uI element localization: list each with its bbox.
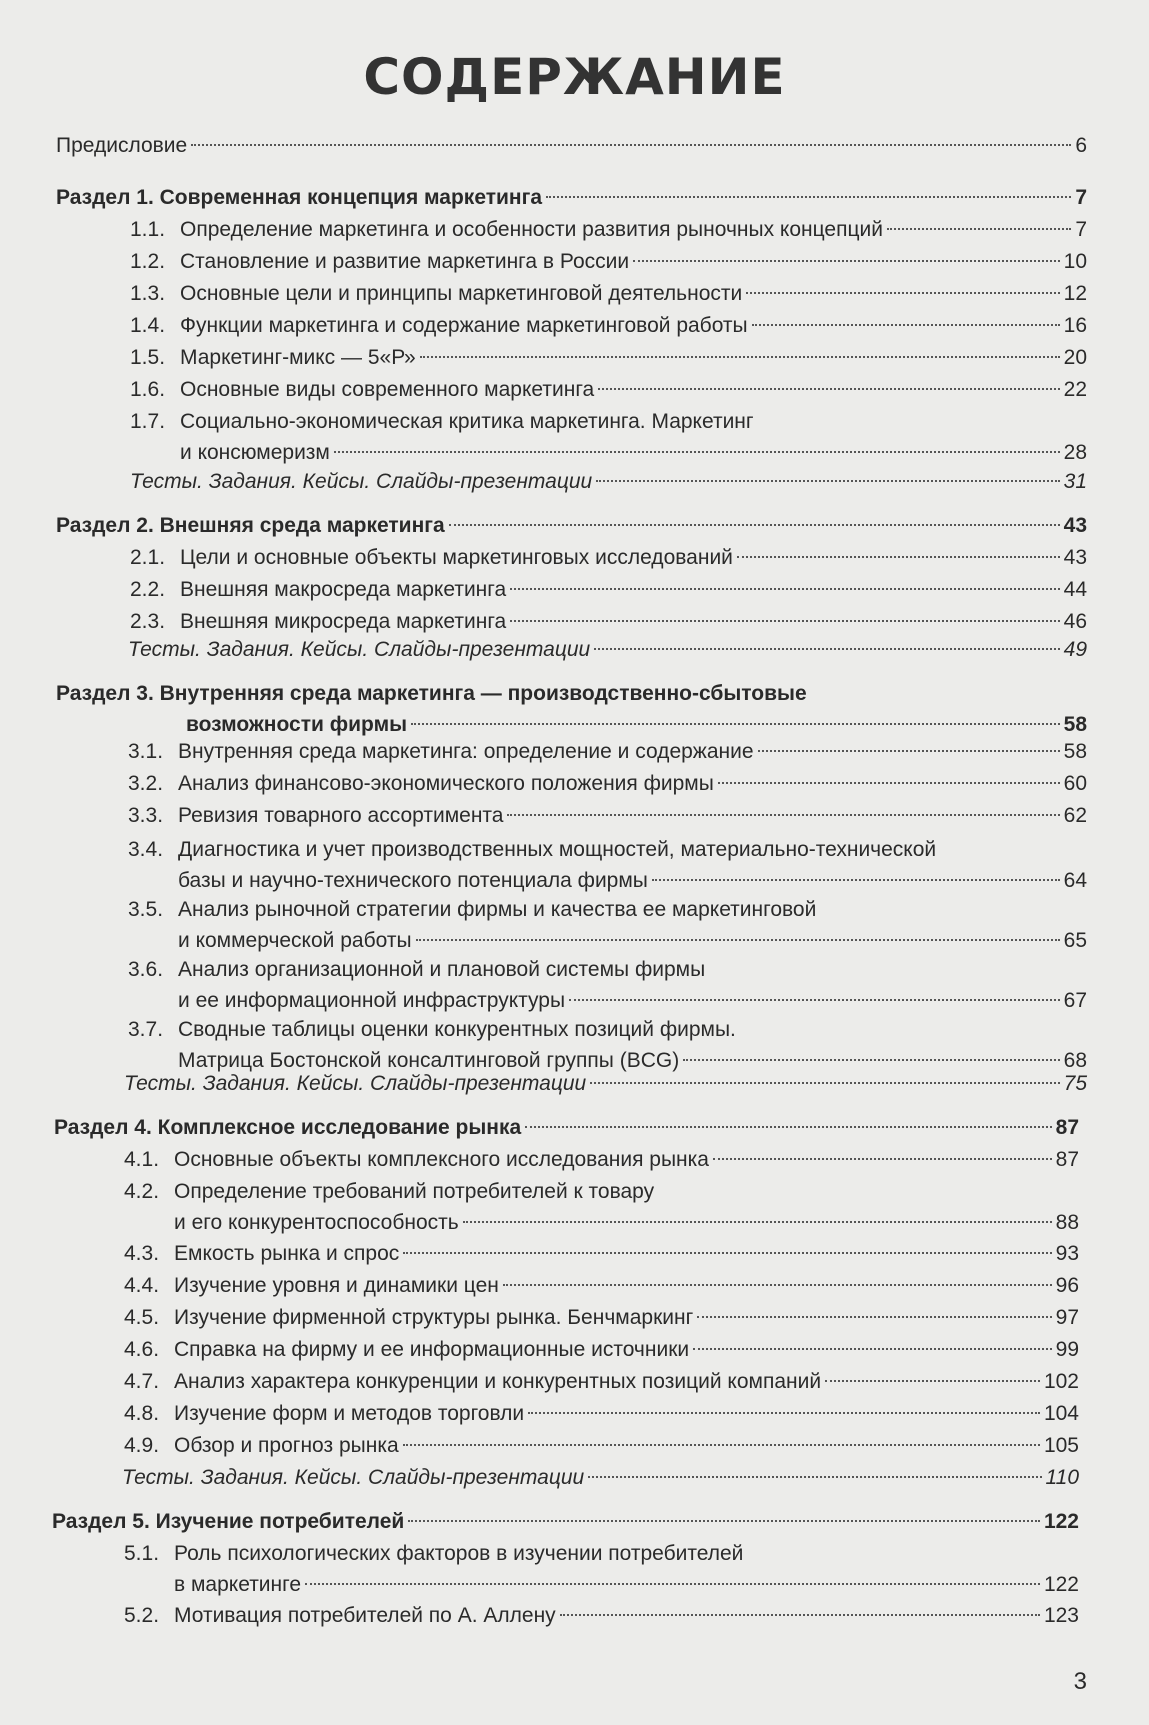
toc-entry-number: 4.3. bbox=[124, 1242, 160, 1265]
dot-leader bbox=[596, 480, 1059, 482]
toc-entry-text: Функции маркетинга и содержание маркетинговой работы bbox=[180, 314, 748, 337]
dot-leader bbox=[887, 228, 1071, 230]
toc-entry bbox=[124, 1176, 1079, 1238]
toc-entry bbox=[124, 1144, 1079, 1175]
dot-leader bbox=[403, 1444, 1040, 1446]
toc-page-number: 87 bbox=[1055, 1148, 1079, 1171]
dot-leader bbox=[713, 1158, 1052, 1160]
toc-page-number: 31 bbox=[1063, 470, 1087, 493]
toc-entry-text: Обзор и прогноз рынка bbox=[174, 1434, 399, 1457]
toc-page-number: 43 bbox=[1063, 546, 1087, 569]
toc-entry bbox=[124, 1238, 1079, 1269]
toc-entry-preface bbox=[56, 130, 1087, 161]
toc-entry bbox=[130, 542, 1087, 573]
toc-entry-number: 1.6. bbox=[130, 378, 166, 401]
toc-entry-exercises bbox=[122, 1462, 1079, 1493]
toc-entry bbox=[128, 1014, 1087, 1076]
toc-entry-text: Становление и развитие маркетинга в России bbox=[180, 250, 630, 273]
toc-entry-text: Раздел 1. Современная концепция маркетинга bbox=[56, 186, 543, 209]
toc-page-number: 46 bbox=[1063, 610, 1087, 633]
toc-entry bbox=[128, 894, 1087, 956]
toc-section-4 bbox=[54, 1112, 1079, 1143]
toc-entry-text: Емкость рынка и спрос bbox=[174, 1242, 400, 1265]
toc-entry bbox=[130, 374, 1087, 405]
toc-entry-continuation: возможности фирмы bbox=[186, 713, 408, 736]
toc-entry bbox=[130, 214, 1087, 245]
toc-page-number: 75 bbox=[1063, 1072, 1087, 1095]
page-number: 3 bbox=[1073, 1668, 1087, 1695]
dot-leader bbox=[588, 1476, 1041, 1478]
toc-entry-text: Роль психологических факторов в изучении потребителей bbox=[174, 1542, 744, 1565]
toc-entry-number: 5.1. bbox=[124, 1542, 160, 1565]
toc-entry-text: Изучение уровня и динамики цен bbox=[174, 1274, 499, 1297]
toc-entry bbox=[130, 310, 1087, 341]
dot-leader bbox=[633, 260, 1060, 262]
dot-leader bbox=[503, 1284, 1052, 1286]
toc-entry-text: Маркетинг-микс — 5«Р» bbox=[180, 346, 416, 369]
toc-entry-continuation: и консюмеризм bbox=[180, 441, 330, 464]
toc-page-number: 110 bbox=[1045, 1466, 1079, 1489]
toc-page-number: 22 bbox=[1063, 378, 1087, 401]
toc-entry-text: Внешняя микросреда маркетинга bbox=[180, 610, 507, 633]
toc-entry-continuation: Матрица Бостонской консалтинговой группы (BCG) bbox=[178, 1049, 680, 1072]
toc-page-number: 49 bbox=[1063, 638, 1087, 661]
toc-page-number: 20 bbox=[1063, 346, 1087, 369]
toc-entry-text: Диагностика и учет производственных мощностей, материально-технической bbox=[178, 838, 937, 861]
toc-entry bbox=[124, 1302, 1079, 1333]
toc-page-number: 44 bbox=[1063, 578, 1087, 601]
toc-page-number: 96 bbox=[1055, 1274, 1079, 1297]
toc-page-number: 105 bbox=[1043, 1434, 1079, 1457]
toc-entry-number: 4.2. bbox=[124, 1180, 160, 1203]
toc-entry bbox=[130, 278, 1087, 309]
toc-entry-text: Основные цели и принципы маркетинговой деятельности bbox=[180, 282, 743, 305]
toc-page-number: 28 bbox=[1063, 441, 1087, 464]
toc-entry-text: Внешняя макросреда маркетинга bbox=[180, 578, 507, 601]
toc-entry-exercises bbox=[128, 634, 1087, 665]
toc-entry-text: Ревизия товарного ассортимента bbox=[178, 804, 504, 827]
toc-entry-number: 1.5. bbox=[130, 346, 166, 369]
toc-page-number: 122 bbox=[1043, 1573, 1079, 1596]
dot-leader bbox=[411, 723, 1060, 725]
toc-entry-number: 4.7. bbox=[124, 1370, 160, 1393]
toc-page-number: 62 bbox=[1063, 804, 1087, 827]
toc-entry-text: Тесты. Задания. Кейсы. Слайды-презентации bbox=[124, 1072, 587, 1095]
toc-page-number: 10 bbox=[1063, 250, 1087, 273]
dot-leader bbox=[737, 556, 1060, 558]
toc-page-number: 99 bbox=[1055, 1338, 1079, 1361]
toc-entry bbox=[130, 606, 1087, 637]
toc-entry-continuation: и его конкурентоспособность bbox=[174, 1211, 459, 1234]
toc-entry-number: 3.3. bbox=[128, 804, 164, 827]
toc-page-number: 64 bbox=[1063, 869, 1087, 892]
toc-entry-text: Анализ характера конкуренции и конкурентных позиций компаний bbox=[174, 1370, 822, 1393]
dot-leader bbox=[525, 1126, 1052, 1128]
toc-entry bbox=[128, 736, 1087, 767]
dot-leader bbox=[403, 1252, 1051, 1254]
toc-entry-text: Основные виды современного маркетинга bbox=[180, 378, 595, 401]
dot-leader bbox=[546, 196, 1071, 198]
toc-page-number: 58 bbox=[1063, 713, 1087, 736]
toc-entry-number: 3.2. bbox=[128, 772, 164, 795]
toc-entry-exercises bbox=[130, 466, 1087, 497]
toc-entry-number: 3.5. bbox=[128, 898, 164, 921]
toc-entry-text: Сводные таблицы оценки конкурентных позиций фирмы. bbox=[178, 1018, 736, 1041]
toc-entry-continuation: в маркетинге bbox=[174, 1573, 302, 1596]
toc-entry-text: Раздел 5. Изучение потребителей bbox=[52, 1510, 405, 1533]
toc-entry-text: Предисловие bbox=[56, 134, 188, 157]
dot-leader bbox=[510, 620, 1059, 622]
toc-entry-number: 4.5. bbox=[124, 1306, 160, 1329]
dot-leader bbox=[825, 1380, 1040, 1382]
toc-entry-text: Мотивация потребителей по А. Аллену bbox=[174, 1604, 556, 1627]
toc-entry bbox=[130, 246, 1087, 277]
toc-entry bbox=[124, 1334, 1079, 1365]
toc-entry bbox=[128, 954, 1087, 1016]
toc-page-number: 68 bbox=[1063, 1049, 1087, 1072]
dot-leader bbox=[752, 324, 1060, 326]
toc-entry bbox=[130, 574, 1087, 605]
toc-entry bbox=[128, 800, 1087, 831]
toc-section-3 bbox=[56, 678, 1087, 740]
toc-page-number: 6 bbox=[1075, 134, 1087, 157]
toc-entry-text: Цели и основные объекты маркетинговых исследований bbox=[180, 546, 733, 569]
page-title: СОДЕРЖАНИЕ bbox=[363, 48, 786, 106]
toc-section-2 bbox=[56, 510, 1087, 541]
dot-leader bbox=[463, 1221, 1052, 1223]
toc-entry bbox=[124, 1398, 1079, 1429]
toc-entry-number: 3.6. bbox=[128, 958, 164, 981]
toc-entry bbox=[128, 834, 1087, 896]
dot-leader bbox=[560, 1614, 1040, 1616]
toc-page-number: 16 bbox=[1063, 314, 1087, 337]
toc-entry-text: Справка на фирму и ее информационные источники bbox=[174, 1338, 690, 1361]
toc-entry bbox=[124, 1430, 1079, 1461]
dot-leader bbox=[305, 1583, 1040, 1585]
toc-entry-text: Изучение форм и методов торговли bbox=[174, 1402, 525, 1425]
toc-entry-number: 3.4. bbox=[128, 838, 164, 861]
dot-leader bbox=[449, 524, 1060, 526]
toc-entry bbox=[128, 768, 1087, 799]
dot-leader bbox=[697, 1316, 1051, 1318]
dot-leader bbox=[191, 144, 1071, 146]
toc-entry-number: 1.2. bbox=[130, 250, 166, 273]
toc-page-number: 43 bbox=[1063, 514, 1087, 537]
toc-entry-number: 4.1. bbox=[124, 1148, 160, 1171]
toc-entry-continuation: и ее информационной инфраструктуры bbox=[178, 989, 566, 1012]
toc-entry-text: Внутренняя среда маркетинга: определение и содержание bbox=[178, 740, 754, 763]
toc-page-number: 87 bbox=[1055, 1116, 1079, 1139]
dot-leader bbox=[652, 879, 1060, 881]
toc-entry bbox=[124, 1270, 1079, 1301]
toc-entry-continuation: и коммерческой работы bbox=[178, 929, 412, 952]
toc-section-5 bbox=[52, 1506, 1079, 1537]
toc-entry-text: Определение маркетинга и особенности развития рыночных концепций bbox=[180, 218, 883, 241]
toc-section-1 bbox=[56, 182, 1087, 213]
toc-entry-number: 5.2. bbox=[124, 1604, 160, 1627]
toc-entry-number: 2.3. bbox=[130, 610, 166, 633]
toc-entry-exercises bbox=[124, 1068, 1087, 1099]
toc-page-number: 65 bbox=[1063, 929, 1087, 952]
dot-leader bbox=[408, 1520, 1040, 1522]
toc-page-number: 7 bbox=[1075, 186, 1087, 209]
dot-leader bbox=[507, 814, 1059, 816]
toc-page-number: 60 bbox=[1063, 772, 1087, 795]
toc-page-number: 7 bbox=[1075, 218, 1087, 241]
toc-page-number: 88 bbox=[1055, 1211, 1079, 1234]
toc-entry-number: 1.4. bbox=[130, 314, 166, 337]
toc-entry-number: 4.4. bbox=[124, 1274, 160, 1297]
toc-entry-number: 4.9. bbox=[124, 1434, 160, 1457]
dot-leader bbox=[746, 292, 1059, 294]
toc-entry-number: 3.7. bbox=[128, 1018, 164, 1041]
toc-entry-text: Основные объекты комплексного исследования рынка bbox=[174, 1148, 709, 1171]
toc-page-number: 104 bbox=[1043, 1402, 1079, 1425]
toc-entry-text: Тесты. Задания. Кейсы. Слайды-презентации bbox=[128, 638, 591, 661]
dot-leader bbox=[693, 1348, 1052, 1350]
toc-page-number: 102 bbox=[1043, 1370, 1079, 1393]
dot-leader bbox=[528, 1412, 1040, 1414]
toc-entry-text: Социально-экономическая критика маркетинга. Маркетинг bbox=[180, 410, 754, 433]
toc-entry-text: Определение требований потребителей к товару bbox=[174, 1180, 655, 1203]
toc-entry-text: Анализ рыночной стратегии фирмы и качества ее маркетинговой bbox=[178, 898, 817, 921]
toc-entry-number: 1.3. bbox=[130, 282, 166, 305]
toc-entry-number: 1.1. bbox=[130, 218, 166, 241]
toc-entry-continuation: базы и научно-технического потенциала фирмы bbox=[178, 869, 648, 892]
toc-entry-text: Раздел 2. Внешняя среда маркетинга bbox=[56, 514, 445, 537]
toc-page-number: 123 bbox=[1043, 1604, 1079, 1627]
toc-entry-text: Изучение фирменной структуры рынка. Бенчмаркинг bbox=[174, 1306, 694, 1329]
toc-page-number: 58 bbox=[1063, 740, 1087, 763]
toc-entry-text: Анализ организационной и плановой системы фирмы bbox=[178, 958, 706, 981]
toc-entry-number: 4.8. bbox=[124, 1402, 160, 1425]
toc-entry-number: 3.1. bbox=[128, 740, 164, 763]
toc-entry-text: Раздел 3. Внутренняя среда маркетинга — производственно-сбытовые bbox=[56, 682, 807, 705]
toc-entry-text: Тесты. Задания. Кейсы. Слайды-презентации bbox=[130, 470, 593, 493]
toc-entry bbox=[124, 1538, 1079, 1600]
dot-leader bbox=[590, 1082, 1059, 1084]
toc-page-number: 67 bbox=[1063, 989, 1087, 1012]
dot-leader bbox=[510, 588, 1059, 590]
toc-entry-number: 1.7. bbox=[130, 410, 166, 433]
toc-page-number: 97 bbox=[1055, 1306, 1079, 1329]
dot-leader bbox=[598, 388, 1059, 390]
dot-leader bbox=[416, 939, 1060, 941]
toc-entry bbox=[124, 1366, 1079, 1397]
toc-page-number: 12 bbox=[1063, 282, 1087, 305]
dot-leader bbox=[594, 648, 1059, 650]
toc-entry-number: 2.1. bbox=[130, 546, 166, 569]
toc-entry-text: Раздел 4. Комплексное исследование рынка bbox=[54, 1116, 522, 1139]
dot-leader bbox=[569, 999, 1060, 1001]
dot-leader bbox=[718, 782, 1060, 784]
dot-leader bbox=[420, 356, 1060, 358]
toc-entry-number: 4.6. bbox=[124, 1338, 160, 1361]
dot-leader bbox=[758, 750, 1060, 752]
toc-page-number: 122 bbox=[1043, 1510, 1079, 1533]
toc-entry-number: 2.2. bbox=[130, 578, 166, 601]
toc-page-number: 93 bbox=[1055, 1242, 1079, 1265]
toc-entry bbox=[124, 1600, 1079, 1631]
dot-leader bbox=[683, 1059, 1059, 1061]
toc-entry-text: Тесты. Задания. Кейсы. Слайды-презентации bbox=[122, 1466, 585, 1489]
toc-entry bbox=[130, 342, 1087, 373]
dot-leader bbox=[334, 451, 1060, 453]
toc-entry-text: Анализ финансово-экономического положения фирмы bbox=[178, 772, 714, 795]
toc-entry bbox=[130, 406, 1087, 468]
